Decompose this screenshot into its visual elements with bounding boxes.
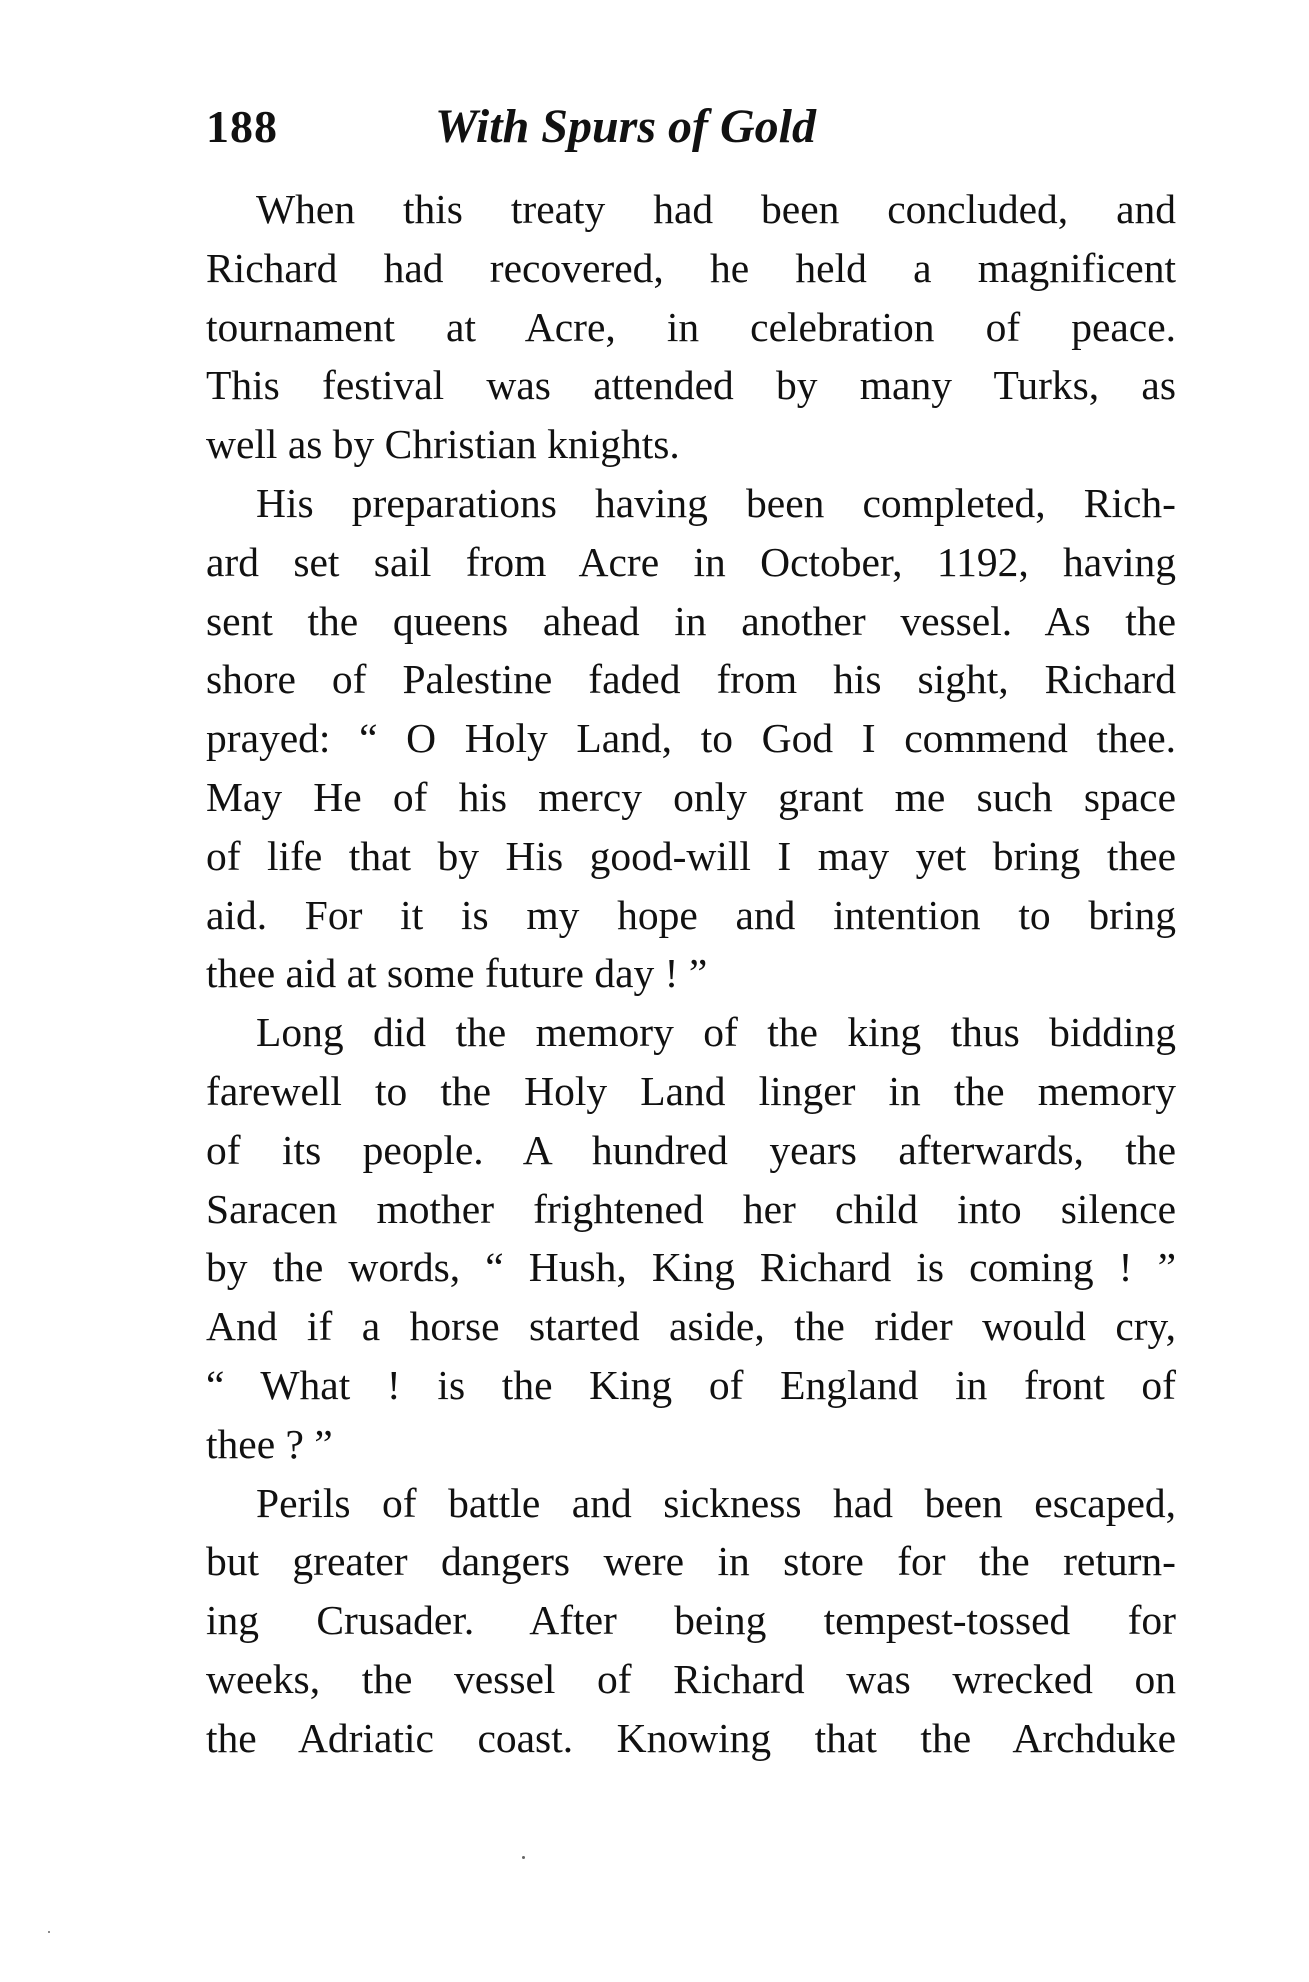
text-line: tournament at Acre, in celebration of peace. [206, 303, 1176, 350]
paragraph-memory [206, 1003, 1176, 1473]
text-line: When this treaty had been concluded, and [256, 186, 1176, 232]
text-line: Perils of battle and sickness had been escaped, [256, 1479, 1176, 1526]
text-line: May He of his mercy only grant me such space [206, 773, 1176, 820]
text-line: farewell to the Holy Land linger in the memory [206, 1067, 1176, 1114]
text-line: of its people. A hundred years afterwards, the [206, 1126, 1176, 1173]
paragraph-departure [206, 474, 1176, 1003]
text-line: ard set sail from Acre in October, 1192, having [206, 538, 1176, 585]
text-line: shore of Palestine faded from his sight, Richard [206, 656, 1176, 703]
text-line: weeks, the vessel of Richard was wrecked on [206, 1655, 1176, 1702]
text-line: And if a horse started aside, the rider would cry, [206, 1303, 1176, 1350]
text-line: but greater dangers were in store for the return- [206, 1538, 1176, 1585]
text-line: Richard had recovered, he held a magnificent [206, 244, 1176, 291]
text-line: ing Crusader. After being tempest-tossed for [206, 1597, 1176, 1644]
paper-speck [522, 1856, 525, 1859]
page-number: 188 [206, 101, 278, 152]
text-line: well as by Christian knights. [206, 421, 680, 468]
text-line: the Adriatic coast. Knowing that the Archduke [206, 1714, 1176, 1761]
body-text [206, 180, 1176, 1768]
text-line: thee aid at some future day ! ” [206, 950, 708, 997]
book-title: With Spurs of Gold [435, 100, 816, 153]
text-line: This festival was attended by many Turks, as [206, 362, 1176, 409]
text-line: aid. For it is my hope and intention to bring [206, 891, 1176, 938]
text-line: Saracen mother frightened her child into silence [206, 1185, 1176, 1232]
text-line: “ What ! is the King of England in front of [206, 1361, 1176, 1408]
text-line: of life that by His good-will I may yet bring thee [206, 832, 1176, 879]
text-line: His preparations having been completed, Rich- [256, 479, 1176, 526]
paragraph-perils [206, 1474, 1176, 1768]
text-line: prayed: “ O Holy Land, to God I commend thee. [206, 715, 1176, 762]
paper-speck [48, 1931, 50, 1933]
text-line: by the words, “ Hush, King Richard is coming ! ” [206, 1244, 1176, 1291]
text-line: thee ? ” [206, 1420, 333, 1467]
running-head [206, 92, 1176, 162]
paragraph-treaty [206, 180, 1176, 474]
text-line: sent the queens ahead in another vessel. As the [206, 597, 1176, 644]
text-line: Long did the memory of the king thus bidding [256, 1009, 1176, 1056]
